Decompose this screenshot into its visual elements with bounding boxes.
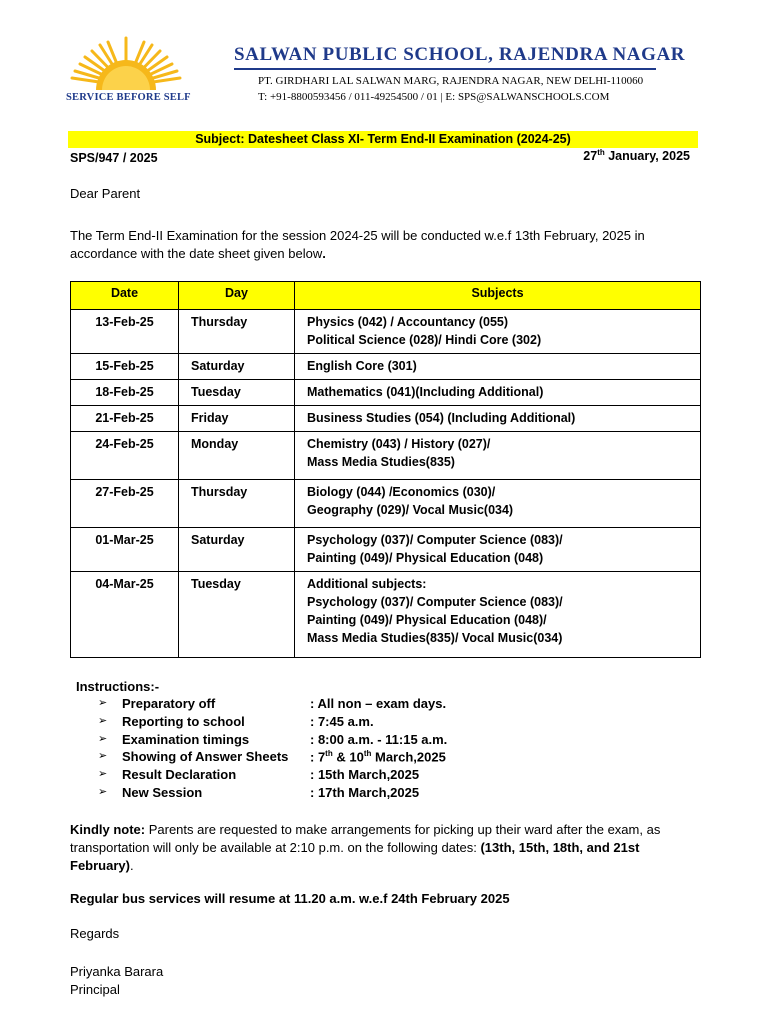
table-row	[71, 406, 701, 432]
cell-date: 04-Mar-25	[71, 572, 179, 658]
instruction-value-part: th	[363, 749, 372, 759]
kindly-note-end: .	[129, 858, 134, 873]
school-address: PT. GIRDHARI LAL SALWAN MARG, RAJENDRA NAGAR, NEW DELHI-110060	[258, 75, 644, 87]
kindly-note-text: Parents are requested to make arrangements for picking up their ward after the exam, as transportation will only be available at 2:10 p.m. on the following dates:	[70, 822, 661, 855]
cell-date: 18-Feb-25	[71, 380, 179, 406]
intro-end: .	[322, 246, 326, 261]
arrowhead-bullet-icon: ➢	[98, 785, 108, 798]
table-row	[71, 432, 701, 480]
datesheet-body	[71, 310, 701, 658]
cell-date: 27-Feb-25	[71, 480, 179, 528]
cell-day: Tuesday	[179, 572, 295, 658]
cell-day: Saturday	[179, 528, 295, 572]
issue-date-rest: January, 2025	[604, 149, 690, 164]
arrowhead-bullet-icon: ➢	[98, 714, 108, 727]
salutation: Dear Parent	[70, 186, 141, 201]
cell-day: Saturday	[179, 354, 295, 380]
bus-notice: Regular bus services will resume at 11.20 a.m. w.e.f 24th February 2025	[70, 891, 510, 906]
instruction-value-part: March,2025	[371, 749, 446, 765]
table-row	[71, 528, 701, 572]
subject-line-item: Mass Media Studies(835)/ Vocal Music(034)	[307, 631, 563, 645]
instruction-label: Examination timings	[122, 731, 250, 747]
subject-line-item: Geography (029)/ Vocal Music(034)	[307, 503, 514, 517]
subject-line-item: English Core (301)	[307, 359, 417, 373]
table-header-row	[71, 282, 701, 310]
school-contact: T: +91-8800593456 / 011-49254500 / 01 | E: SPS@SALWANSCHOOLS.COM	[258, 91, 610, 103]
cell-day: Friday	[179, 406, 295, 432]
intro-text: The Term End-II Examination for the session 2024-25 will be conducted w.e.f 13th February, 2025 in accordance with the date sheet given below	[70, 228, 645, 261]
subject-line-item: Mass Media Studies(835)	[307, 455, 455, 469]
kindly-note-dates: (13th, 15th, 18th, and 21st February)	[70, 840, 640, 873]
instruction-value: : 8:00 a.m. - 11:15 a.m.	[310, 731, 448, 747]
school-name: SALWAN PUBLIC SCHOOL, RAJENDRA NAGAR	[234, 44, 686, 65]
cell-day: Thursday	[179, 480, 295, 528]
cell-date: 21-Feb-25	[71, 406, 179, 432]
table-row	[71, 354, 701, 380]
instruction-value	[310, 749, 446, 764]
arrowhead-bullet-icon: ➢	[98, 750, 108, 763]
table-row	[71, 310, 701, 354]
subject-line-item: Political Science (028)/ Hindi Core (302)	[307, 333, 542, 347]
instruction-value-part: th	[325, 749, 333, 759]
subject-line-item: Additional subjects:	[307, 577, 427, 591]
subject-line-item: Physics (042) / Accountancy (055)	[307, 315, 509, 329]
cell-subjects	[295, 354, 701, 380]
datesheet-table	[70, 281, 701, 658]
subject-line-item: Psychology (037)/ Computer Science (083)/	[307, 533, 563, 547]
reference-number: SPS/947 / 2025	[70, 151, 158, 165]
instructions-title: Instructions:-	[76, 679, 160, 694]
cell-day: Thursday	[179, 310, 295, 354]
instruction-value: : All non – exam days.	[310, 696, 447, 711]
cell-subjects	[295, 528, 701, 572]
table-row	[71, 380, 701, 406]
cell-subjects	[295, 480, 701, 528]
subject-line-item: Biology (044) /Economics (030)/	[307, 485, 496, 499]
instruction-value: : 17th March,2025	[310, 784, 420, 800]
kindly-note	[70, 821, 700, 875]
instruction-label: Reporting to school	[122, 713, 245, 729]
subject-line-item: Mathematics (041)(Including Additional)	[307, 385, 544, 399]
header-divider	[234, 68, 656, 70]
cell-date: 01-Mar-25	[71, 528, 179, 572]
instruction-value: : 7:45 a.m.	[310, 713, 374, 729]
instruction-value-part: & 10	[332, 749, 364, 765]
instruction-value-part: : 7	[310, 749, 326, 765]
instruction-label: Showing of Answer Sheets	[122, 749, 289, 765]
cell-subjects	[295, 572, 701, 658]
subject-line-item: Painting (049)/ Physical Education (048)	[307, 551, 544, 565]
signatory-title: Principal	[70, 982, 120, 997]
subject-line-item: Chemistry (043) / History (027)/	[307, 437, 491, 451]
intro-paragraph	[70, 227, 700, 263]
cell-date: 24-Feb-25	[71, 432, 179, 480]
subject-line-item: Business Studies (054) (Including Additional)	[307, 411, 576, 425]
subject-line-item: Psychology (037)/ Computer Science (083)/	[307, 595, 563, 609]
instruction-label: New Session	[122, 784, 203, 800]
school-motto: SERVICE BEFORE SELF	[66, 92, 191, 103]
header-subjects: Subjects	[295, 282, 701, 310]
instruction-label: Result Declaration	[122, 767, 237, 783]
header-day: Day	[179, 282, 295, 310]
cell-subjects	[295, 310, 701, 354]
arrowhead-bullet-icon: ➢	[98, 768, 108, 781]
instruction-label: Preparatory off	[122, 696, 216, 711]
issue-date	[583, 148, 690, 163]
signatory-name: Priyanka Barara	[70, 964, 164, 979]
cell-day: Tuesday	[179, 380, 295, 406]
cell-subjects	[295, 406, 701, 432]
table-row	[71, 480, 701, 528]
table-row	[71, 572, 701, 658]
kindly-note-label: Kindly note:	[70, 822, 146, 837]
header-date: Date	[71, 282, 179, 310]
rising-sun-icon	[62, 34, 190, 94]
subject-line-item: Painting (049)/ Physical Education (048)/	[307, 613, 547, 627]
cell-date: 13-Feb-25	[71, 310, 179, 354]
cell-date: 15-Feb-25	[71, 354, 179, 380]
issue-date-day: 27	[583, 149, 598, 164]
closing: Regards	[70, 926, 120, 941]
issue-date-suffix: th	[597, 148, 605, 157]
arrowhead-bullet-icon: ➢	[98, 732, 108, 745]
cell-day: Monday	[179, 432, 295, 480]
cell-subjects	[295, 432, 701, 480]
subject-line: Subject: Datesheet Class XI- Term End-II Examination (2024-25)	[68, 131, 698, 148]
instruction-value: : 15th March,2025	[310, 767, 420, 783]
cell-subjects	[295, 380, 701, 406]
arrowhead-bullet-icon: ➢	[98, 697, 108, 709]
